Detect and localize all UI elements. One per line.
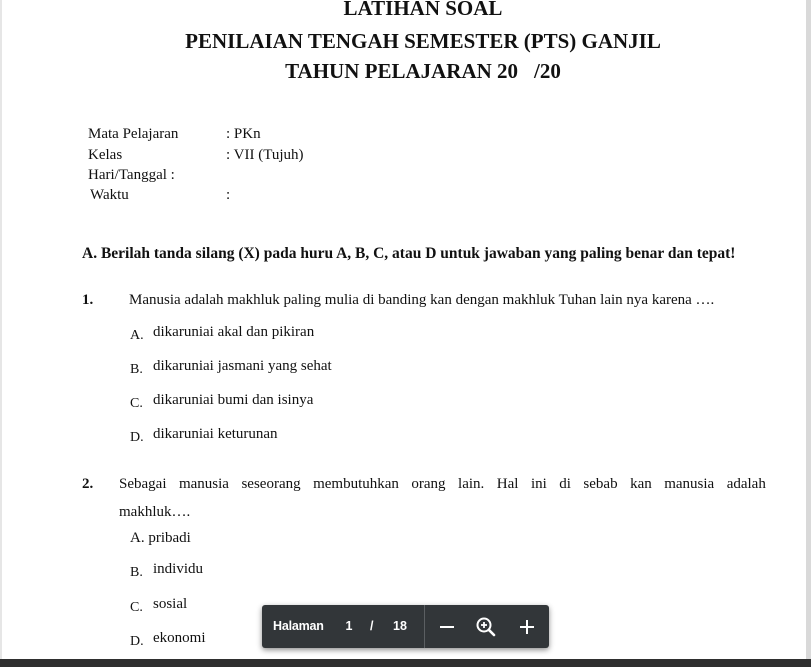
question-1-option-d-letter: D. bbox=[130, 430, 144, 445]
question-2-word: sebab bbox=[583, 476, 618, 492]
question-1-option-a-letter: A. bbox=[130, 328, 144, 343]
class-label: Kelas bbox=[88, 147, 123, 163]
question-2-option-b-text: individu bbox=[153, 561, 204, 577]
date-label: Hari/Tanggal : bbox=[88, 167, 175, 183]
question-2-word: di bbox=[559, 476, 571, 492]
question-2-option-a: A. pribadi bbox=[130, 530, 191, 546]
question-1-option-c-text: dikaruniai bumi dan isinya bbox=[153, 392, 314, 408]
class-value: : VII (Tujuh) bbox=[226, 147, 304, 163]
viewer-bottom-bar bbox=[0, 659, 811, 667]
subject-label: Mata Pelajaran bbox=[88, 126, 179, 142]
question-2-text-line-2: makhluk…. bbox=[119, 504, 191, 520]
zoom-button[interactable] bbox=[471, 612, 501, 642]
question-1-option-b-letter: B. bbox=[130, 362, 143, 377]
question-1-number: 1. bbox=[82, 292, 94, 308]
question-2-number: 2. bbox=[82, 476, 94, 492]
question-2-word: manusia bbox=[664, 476, 715, 492]
page-label: Halaman bbox=[273, 619, 324, 633]
question-1-text: Manusia adalah makhluk paling mulia di banding kan dengan makhluk Tuhan lain nya karena …. bbox=[129, 292, 715, 308]
title-line-3 bbox=[0, 59, 807, 83]
question-1-option-a-text: dikaruniai akal dan pikiran bbox=[153, 324, 315, 340]
page-toolbar bbox=[262, 605, 549, 648]
title-line-3-year-suffix: /20 bbox=[534, 59, 561, 83]
question-2-word: ini bbox=[530, 476, 547, 492]
plus-icon bbox=[518, 618, 536, 636]
zoom-out-button[interactable] bbox=[432, 612, 462, 642]
question-2-word: Sebagai bbox=[119, 476, 167, 492]
question-2-word: membutuhkan bbox=[313, 476, 399, 492]
question-2-text-line-1 bbox=[119, 474, 766, 494]
title-line-3-year-prefix: TAHUN PELAJARAN 20 bbox=[285, 59, 519, 83]
page-separator: / bbox=[370, 619, 374, 633]
page-left-edge bbox=[0, 0, 2, 659]
time-value: : bbox=[226, 187, 231, 203]
zoom-in-icon bbox=[475, 616, 497, 638]
question-2-word: seseorang bbox=[241, 476, 301, 492]
question-2-option-d-letter: D. bbox=[130, 634, 144, 649]
zoom-in-button[interactable] bbox=[512, 612, 542, 642]
title-line-2: PENILAIAN TENGAH SEMESTER (PTS) GANJIL bbox=[185, 29, 661, 53]
title-line-1: LATIHAN SOAL bbox=[343, 0, 503, 20]
time-label: Waktu bbox=[90, 187, 129, 203]
question-1-option-b-text: dikaruniai jasmani yang sehat bbox=[153, 358, 332, 374]
section-instruction: A. Berilah tanda silang (X) pada huru A, B, C, atau D untuk jawaban yang paling benar dan tepat! bbox=[82, 245, 736, 262]
question-2-option-c-text: sosial bbox=[153, 596, 188, 612]
question-2-word: manusia bbox=[178, 476, 229, 492]
toolbar-divider bbox=[424, 605, 425, 648]
minus-icon bbox=[438, 618, 456, 636]
question-1-option-d-text: dikaruniai keturunan bbox=[153, 426, 278, 442]
question-2-word: lain. bbox=[458, 476, 485, 492]
question-2-option-c-letter: C. bbox=[130, 600, 143, 615]
page-right-edge bbox=[806, 0, 811, 659]
question-2-word: kan bbox=[630, 476, 652, 492]
question-2-word: adalah bbox=[726, 476, 766, 492]
question-2-option-d-text: ekonomi bbox=[153, 630, 206, 646]
question-2-word: Hal bbox=[496, 476, 519, 492]
current-page-input[interactable]: 1 bbox=[345, 619, 353, 633]
total-pages: 18 bbox=[393, 619, 407, 633]
question-1-option-c-letter: C. bbox=[130, 396, 143, 411]
question-2-word: orang bbox=[411, 476, 446, 492]
subject-value: : PKn bbox=[226, 126, 261, 142]
question-2-option-b-letter: B. bbox=[130, 565, 143, 580]
